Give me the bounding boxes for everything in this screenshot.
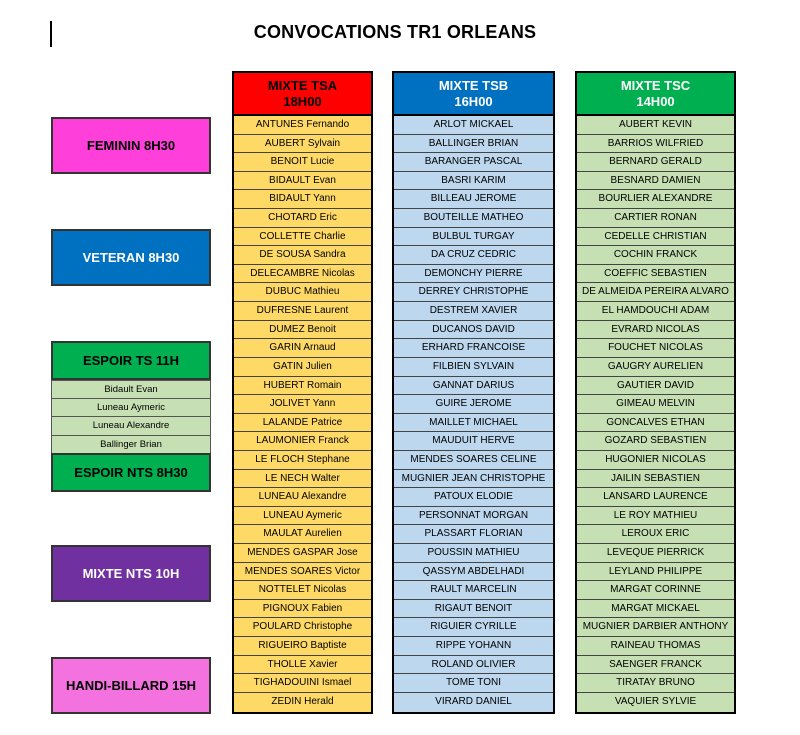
column-header-tsb [392,71,555,116]
player-cell: TIGHADOUINI Ismael [234,674,371,693]
player-cell: MUGNIER DARBIER ANTHONY [577,618,734,637]
player-cell: COCHIN FRANCK [577,246,734,265]
player-cell: DA CRUZ CEDRIC [394,246,553,265]
player-cell: BIDAULT Yann [234,190,371,209]
player-cell: GONCALVES ETHAN [577,414,734,433]
column-mixte-tsb [392,71,555,714]
player-cell: MARGAT MICKAEL [577,600,734,619]
player-cell: BARANGER PASCAL [394,153,553,172]
player-cell: DE SOUSA Sandra [234,246,371,265]
espoir-ts-player: Luneau Aymeric [51,399,211,418]
player-cell: COLLETTE Charlie [234,228,371,247]
player-cell: GAUGRY AURELIEN [577,358,734,377]
player-cell: BALLINGER BRIAN [394,135,553,154]
player-cell: NOTTELET Nicolas [234,581,371,600]
player-cell: POULARD Christophe [234,618,371,637]
player-cell: BULBUL TURGAY [394,228,553,247]
player-cell: BARRIOS WILFRIED [577,135,734,154]
player-cell: DUBUC Mathieu [234,283,371,302]
player-cell: LE ROY MATHIEU [577,507,734,526]
player-cell: MARGAT CORINNE [577,581,734,600]
player-cell: GARIN Arnaud [234,339,371,358]
player-cell: LEVEQUE PIERRICK [577,544,734,563]
player-cell: CEDELLE CHRISTIAN [577,228,734,247]
category-espoir-nts: ESPOIR NTS 8H30 [51,453,211,492]
player-cell: BOUTEILLE MATHEO [394,209,553,228]
player-cell: CARTIER RONAN [577,209,734,228]
column-mixte-tsa [232,71,373,714]
player-cell: FILBIEN SYLVAIN [394,358,553,377]
player-cell: MENDES SOARES Victor [234,563,371,582]
player-cell: CHOTARD Eric [234,209,371,228]
player-cell: BESNARD DAMIEN [577,172,734,191]
player-cell: LAUMONIER Franck [234,432,371,451]
column-name-tsc: MIXTE TSC [620,77,691,93]
player-cell: TOME TONI [394,674,553,693]
player-cell: MAUDUIT HERVE [394,432,553,451]
player-cell: JOLIVET Yann [234,395,371,414]
player-cell: ERHARD FRANCOISE [394,339,553,358]
player-cell: LALANDE Patrice [234,414,371,433]
player-cell: BENOIT Lucie [234,153,371,172]
column-mixte-tsc [575,71,736,714]
player-cell: FOUCHET NICOLAS [577,339,734,358]
player-cell: BIDAULT Evan [234,172,371,191]
player-cell: MAULAT Aurelien [234,525,371,544]
column-header-tsc [575,71,736,116]
player-cell: ANTUNES Fernando [234,116,371,135]
column-name-tsb: MIXTE TSB [438,77,509,93]
player-cell: DERREY CHRISTOPHE [394,283,553,302]
player-cell: GAUTIER DAVID [577,377,734,396]
player-cell: MENDES SOARES CELINE [394,451,553,470]
player-cell: LUNEAU Aymeric [234,507,371,526]
player-cell: RAINEAU THOMAS [577,637,734,656]
player-cell: THOLLE Xavier [234,656,371,675]
player-cell: LE FLOCH Stephane [234,451,371,470]
player-cell: LEROUX ERIC [577,525,734,544]
category-mixte-nts: MIXTE NTS 10H [51,545,211,602]
player-cell: PERSONNAT MORGAN [394,507,553,526]
player-cell: RIPPE YOHANN [394,637,553,656]
player-cell: POUSSIN MATHIEU [394,544,553,563]
player-cell: TIRATAY BRUNO [577,674,734,693]
category-veteran: VETERAN 8H30 [51,229,211,286]
player-cell: DUFRESNE Laurent [234,302,371,321]
player-cell: ARLOT MICKAEL [394,116,553,135]
player-cell: LEYLAND PHILIPPE [577,563,734,582]
player-cell: MUGNIER JEAN CHRISTOPHE [394,470,553,489]
player-cell: EL HAMDOUCHI ADAM [577,302,734,321]
player-cell: DE ALMEIDA PEREIRA ALVARO [577,283,734,302]
player-cell: LANSARD LAURENCE [577,488,734,507]
player-cell: QASSYM ABDELHADI [394,563,553,582]
player-cell: MENDES GASPAR Jose [234,544,371,563]
player-cell: DESTREM XAVIER [394,302,553,321]
player-cell: VIRARD DANIEL [394,693,553,712]
player-cell: ROLAND OLIVIER [394,656,553,675]
player-cell: SAENGER FRANCK [577,656,734,675]
player-cell: ZEDIN Herald [234,693,371,712]
player-list-tsb [392,116,555,714]
player-cell: RAULT MARCELIN [394,581,553,600]
espoir-ts-player: Luneau Alexandre [51,417,211,436]
player-cell: GATIN Julien [234,358,371,377]
espoir-ts-player: Bidault Evan [51,380,211,399]
player-cell: EVRARD NICOLAS [577,321,734,340]
category-espoir-ts: ESPOIR TS 11H [51,341,211,380]
player-cell: GOZARD SEBASTIEN [577,432,734,451]
player-cell: VAQUIER SYLVIE [577,693,734,712]
category-handi-billard: HANDI-BILLARD 15H [51,657,211,714]
player-cell: HUBERT Romain [234,377,371,396]
player-cell: HUGONIER NICOLAS [577,451,734,470]
player-cell: BILLEAU JEROME [394,190,553,209]
column-time-tsb: 16H00 [454,93,493,109]
player-cell: BASRI KARIM [394,172,553,191]
player-cell: RIGAUT BENOIT [394,600,553,619]
player-cell: COEFFIC SEBASTIEN [577,265,734,284]
player-cell: DELECAMBRE Nicolas [234,265,371,284]
player-cell: GIMEAU MELVIN [577,395,734,414]
player-cell: LUNEAU Alexandre [234,488,371,507]
player-cell: GUIRE JEROME [394,395,553,414]
player-cell: AUBERT KEVIN [577,116,734,135]
column-header-tsa [232,71,373,116]
player-list-tsa [232,116,373,714]
player-cell: DUMEZ Benoit [234,321,371,340]
player-cell: PLASSART FLORIAN [394,525,553,544]
player-cell: MAILLET MICHAEL [394,414,553,433]
player-list-tsc [575,116,736,714]
column-time-tsa: 18H00 [283,93,322,109]
page-title: CONVOCATIONS TR1 ORLEANS [253,22,537,42]
player-cell: LE NECH Walter [234,470,371,489]
player-cell: PIGNOUX Fabien [234,600,371,619]
column-name-tsa: MIXTE TSA [267,77,338,93]
espoir-ts-player: Ballinger Brian [51,436,211,455]
player-cell: DEMONCHY PIERRE [394,265,553,284]
player-cell: BOURLIER ALEXANDRE [577,190,734,209]
category-feminin: FEMININ 8H30 [51,117,211,174]
espoir-ts-player-list [51,380,211,454]
column-time-tsc: 14H00 [636,93,675,109]
player-cell: DUCANOS DAVID [394,321,553,340]
player-cell: BERNARD GERALD [577,153,734,172]
player-cell: RIGUIER CYRILLE [394,618,553,637]
player-cell: PATOUX ELODIE [394,488,553,507]
player-cell: JAILIN SEBASTIEN [577,470,734,489]
player-cell: RIGUEIRO Baptiste [234,637,371,656]
player-cell: GANNAT DARIUS [394,377,553,396]
player-cell: AUBERT Sylvain [234,135,371,154]
